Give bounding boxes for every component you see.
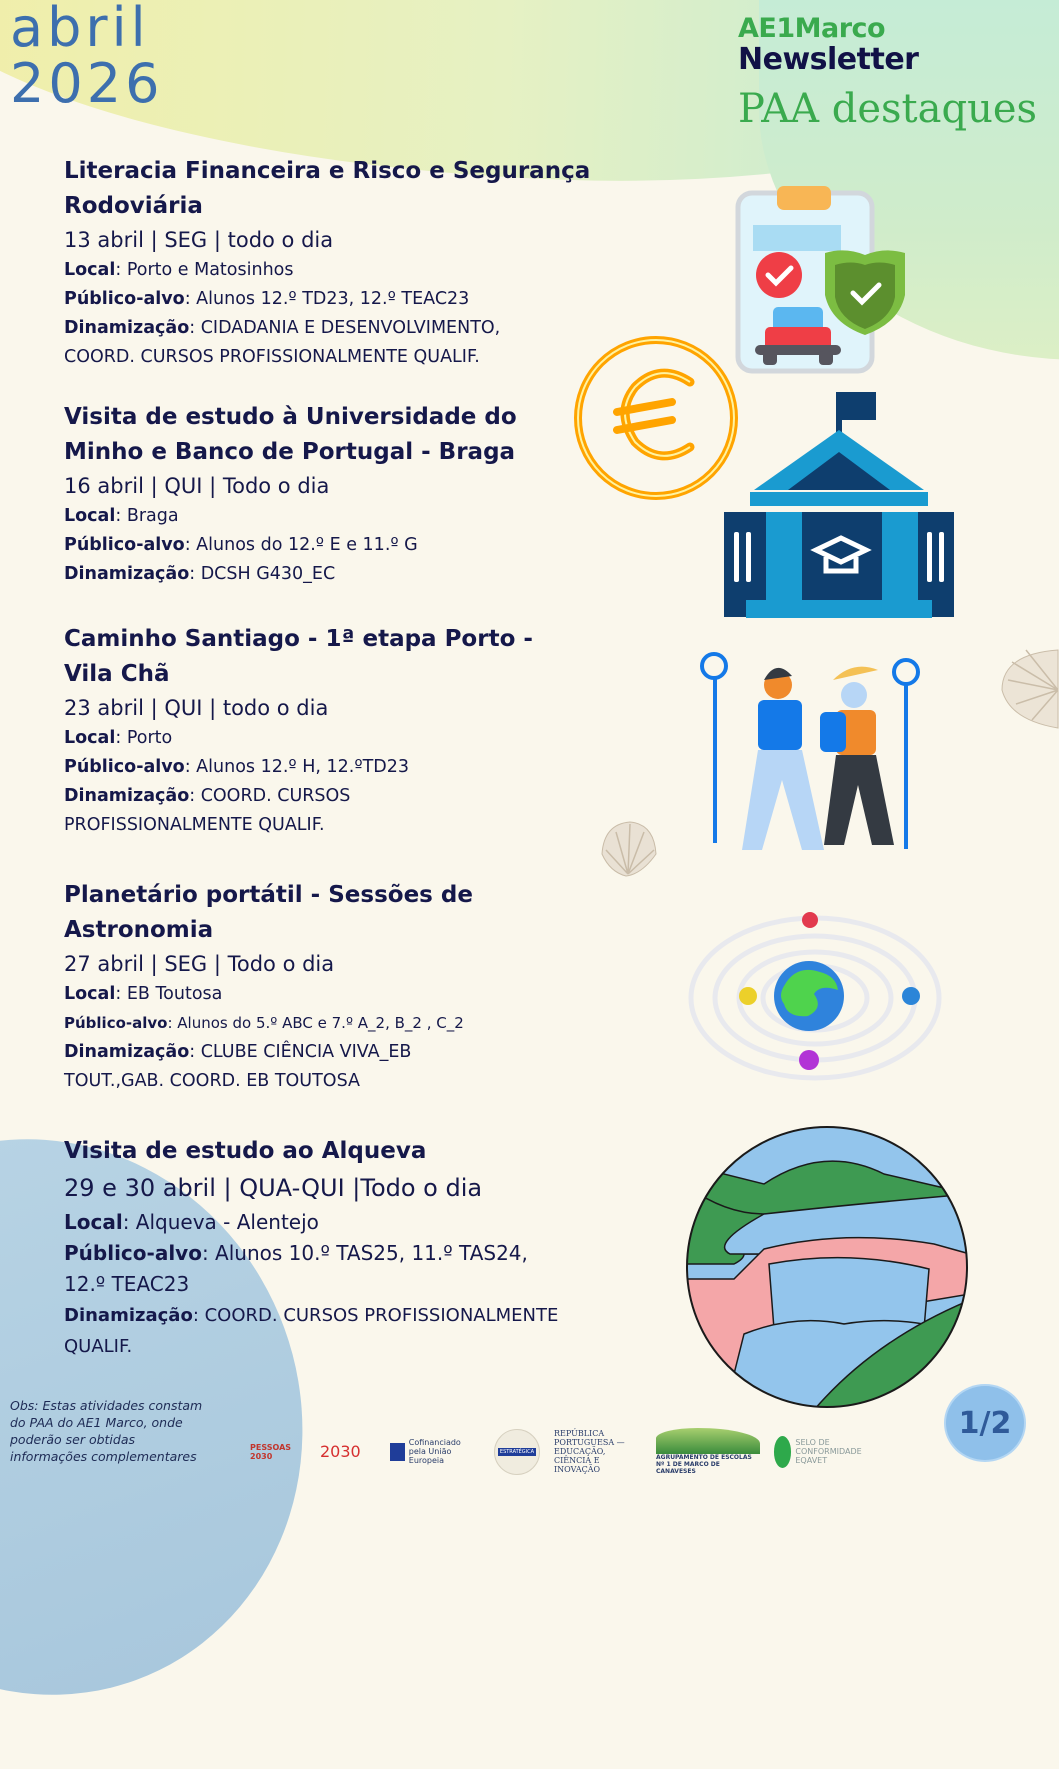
footnote-obs: Obs: Estas atividades constam do PAA do AE1 Marco, onde poderão ser obtidas informações complementares	[10, 1398, 203, 1464]
issue-month: abril	[10, 0, 150, 59]
road-safety-clipboard-icon	[735, 185, 915, 375]
event-organizer: Dinamização: CLUBE CIÊNCIA VIVA_EB TOUT.,GAB. COORD. EB TOUTOSA	[64, 1042, 412, 1091]
event-card	[64, 622, 634, 840]
event-date: 27 abril | SEG | Todo o dia	[64, 952, 335, 976]
university-icon	[724, 392, 954, 622]
event-card	[64, 154, 634, 372]
partner-logos	[250, 1428, 870, 1475]
event-card	[64, 1134, 634, 1362]
issue-date	[10, 0, 164, 115]
event-organizer: Dinamização: COORD. CURSOS PROFISSIONALMENTE QUALIF.	[64, 786, 351, 835]
event-title: Planetário portátil - Sessões de Astronomia	[64, 882, 473, 943]
scallop-shell-icon	[596, 818, 658, 880]
event-title: Literacia Financeira e Risco e Segurança Rodoviária	[64, 158, 591, 219]
event-date: 16 abril | QUI | Todo o dia	[64, 474, 330, 498]
event-local: Local: Porto e Matosinhos	[64, 260, 294, 280]
event-local: Local: EB Toutosa	[64, 984, 223, 1004]
event-card	[64, 878, 634, 1096]
logo-ae-marco-canaveses: AGRUPAMENTO DE ESCOLAS Nº 1 DE MARCO DE CANAVESES	[656, 1428, 760, 1475]
event-audience: Público-alvo: Alunos 10.º TAS25, 11.º TAS24, 12.º TEAC23	[64, 1241, 528, 1296]
event-local: Local: Braga	[64, 506, 179, 526]
event-title: Visita de estudo à Universidade do Minho e Banco de Portugal - Braga	[64, 404, 517, 465]
section-title: PAA destaques	[738, 86, 1038, 132]
hills-icon	[656, 1428, 760, 1454]
logo-pessoas-2030: PESSOAS 2030	[250, 1442, 292, 1461]
logo-republica-portuguesa: REPÚBLICA PORTUGUESA — EDUCAÇÃO, CIÊNCIA E INOVAÇÃO	[554, 1429, 625, 1474]
planet-orbits-icon	[686, 908, 944, 1084]
euro-coin-icon	[572, 334, 742, 504]
event-audience: Público-alvo: Alunos 12.º TD23, 12.º TEAC23	[64, 289, 470, 309]
issue-year: 2026	[10, 52, 164, 115]
event-date: 23 abril | QUI | todo o dia	[64, 696, 329, 720]
event-audience: Público-alvo: Alunos do 12.º E e 11.º G	[64, 535, 418, 555]
logo-portugal-2030: 2030	[320, 1442, 361, 1461]
event-audience: Público-alvo: Alunos do 5.º ABC e 7.º A_2, B_2 , C_2	[64, 1014, 464, 1032]
brand-name: AE1Marco	[738, 13, 886, 44]
checkmark-seal-icon	[774, 1436, 791, 1468]
page-indicator: 1/2	[946, 1386, 1024, 1460]
eu-flag-icon	[390, 1443, 405, 1461]
event-organizer: Dinamização: CIDADANIA E DESENVOLVIMENTO, COORD. CURSOS PROFISSIONALMENTE QUALIF.	[64, 318, 501, 367]
event-organizer: Dinamização: DCSH G430_EC	[64, 564, 336, 584]
event-date: 29 e 30 abril | QUA-QUI |Todo o dia	[64, 1174, 483, 1202]
logo-eqavet: SELO DE CONFORMIDADE EQAVET	[774, 1436, 870, 1468]
event-title: Visita de estudo ao Alqueva	[64, 1138, 427, 1164]
event-card	[64, 400, 634, 589]
event-organizer: Dinamização: COORD. CURSOS PROFISSIONALMENTE QUALIF.	[64, 1305, 559, 1357]
logo-eu-cofinanced: Cofinanciado pela União Europeia	[390, 1438, 480, 1465]
event-local: Local: Porto	[64, 728, 173, 748]
event-title: Caminho Santiago - 1ª etapa Porto - Vila Chã	[64, 626, 533, 687]
event-date: 13 abril | SEG | todo o dia	[64, 228, 334, 252]
brand-subtitle: Newsletter	[738, 42, 919, 77]
event-local: Local: Alqueva - Alentejo	[64, 1210, 319, 1234]
newsletter-brand	[738, 14, 1037, 132]
logo-estrategica: ESTRATÉGICA	[494, 1429, 540, 1475]
scallop-shell-icon	[998, 640, 1059, 730]
event-audience: Público-alvo: Alunos 12.º H, 12.ºTD23	[64, 757, 410, 777]
pilgrims-icon	[698, 650, 928, 855]
dam-landscape-icon	[684, 1124, 970, 1410]
